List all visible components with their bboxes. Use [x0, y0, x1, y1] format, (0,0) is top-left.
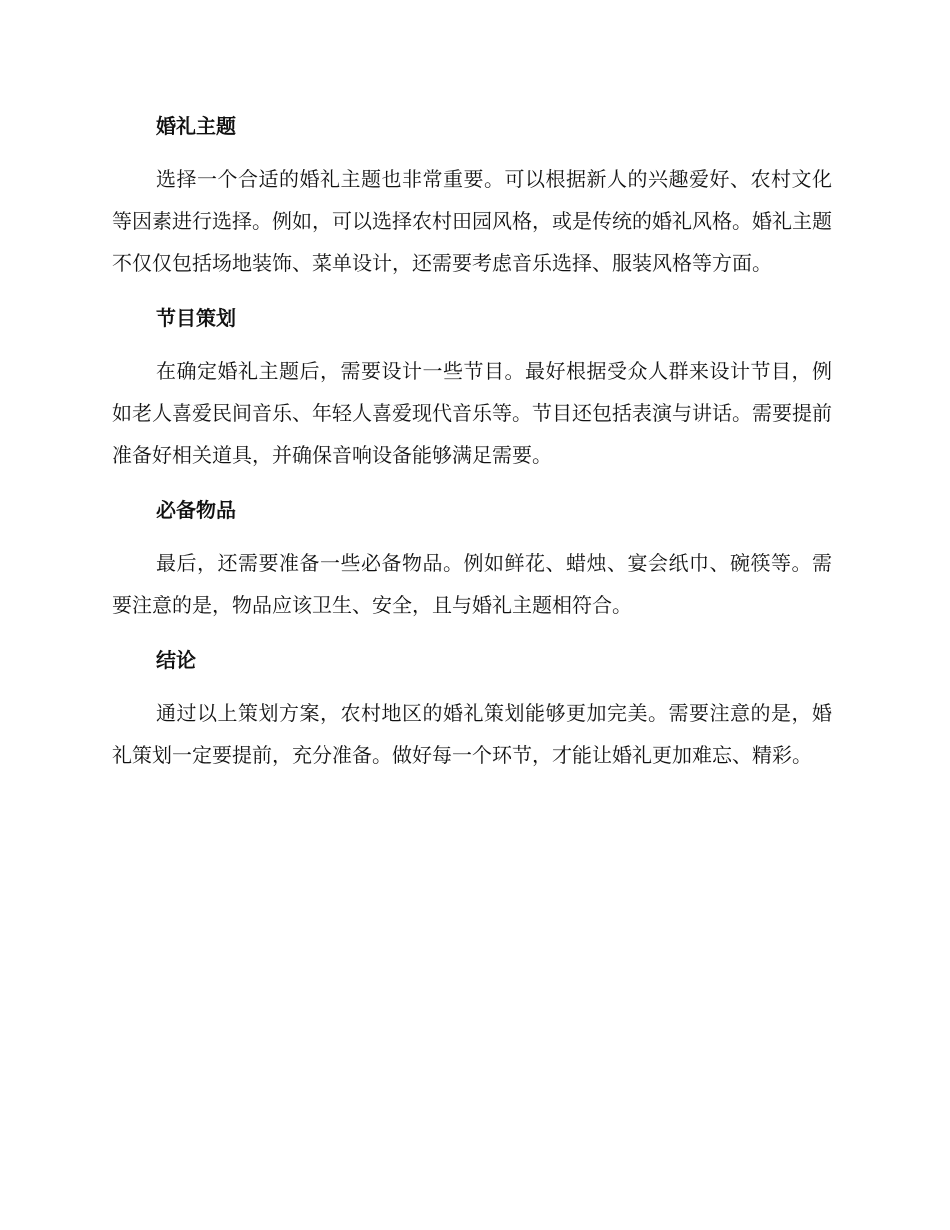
section-heading: 结论	[156, 648, 196, 672]
section-program-planning	[112, 298, 832, 476]
section-heading: 必备物品	[156, 498, 236, 522]
section-conclusion	[112, 640, 832, 776]
section-paragraph: 选择一个合适的婚礼主题也非常重要。可以根据新人的兴趣爱好、农村文化等因素进行选择。例如，可以选择农村田园风格，或是传统的婚礼风格。婚礼主题不仅仅包括场地装饰、菜单设计，还需要考虑音乐选择、服装风格等方面。	[112, 167, 832, 275]
section-paragraph: 通过以上策划方案，农村地区的婚礼策划能够更加完美。需要注意的是，婚礼策划一定要提前，充分准备。做好每一个环节，才能让婚礼更加难忘、精彩。	[112, 701, 832, 767]
section-wedding-theme	[112, 106, 832, 284]
section-paragraph: 在确定婚礼主题后，需要设计一些节目。最好根据受众人群来设计节目，例如老人喜爱民间音乐、年轻人喜爱现代音乐等。节目还包括表演与讲话。需要提前准备好相关道具，并确保音响设备能够满足需要。	[112, 359, 832, 467]
section-paragraph: 最后，还需要准备一些必备物品。例如鲜花、蜡烛、宴会纸巾、碗筷等。需要注意的是，物品应该卫生、安全，且与婚礼主题相符合。	[112, 551, 832, 617]
section-heading: 节目策划	[156, 306, 236, 330]
document-page	[112, 106, 832, 790]
section-heading: 婚礼主题	[156, 114, 236, 138]
section-essential-items	[112, 490, 832, 626]
